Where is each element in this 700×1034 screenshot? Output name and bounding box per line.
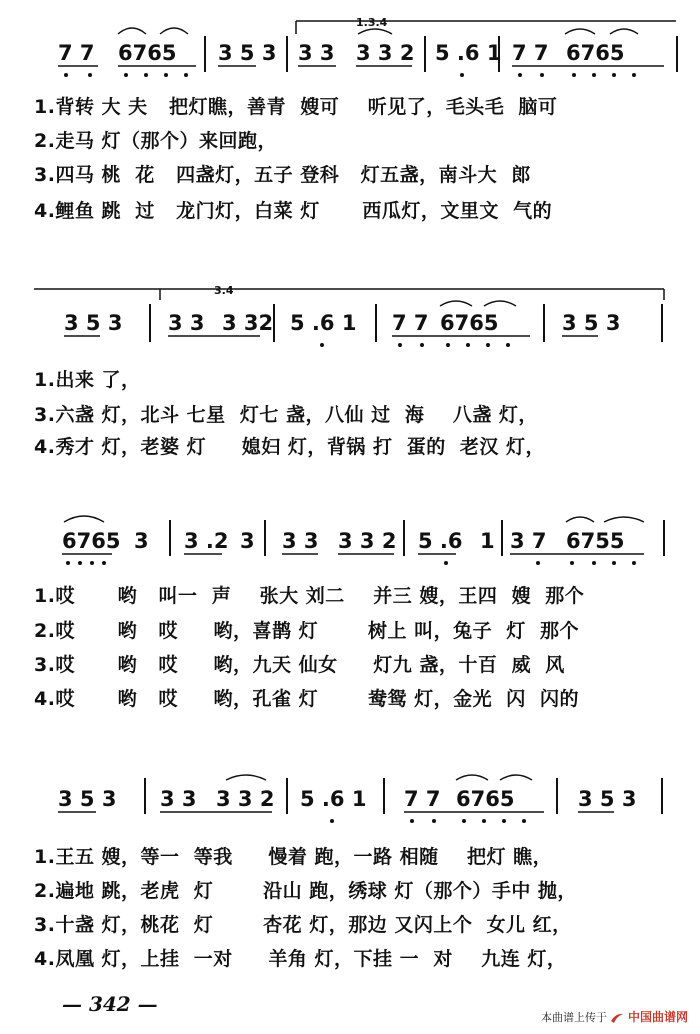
note-group: 3 3 2 (338, 529, 397, 553)
note-group: 3 5 3 (64, 311, 123, 335)
note-group: 3 32 (222, 311, 274, 335)
lyric-line-4: 4.鲤鱼 跳 过 龙门灯，白菜 灯 西瓜灯，文里文 气的 (34, 200, 553, 222)
note-group: 5 .6 (418, 529, 463, 553)
lyric-line-3: 3.六盏 灯，北斗 七星 灯七 盏，八仙 过 海 八盏 灯， (34, 404, 538, 426)
volta-label: 1.3.4 (356, 16, 388, 29)
note-group: 1 (480, 529, 495, 553)
note-group: 6765 (566, 41, 625, 65)
note-group: 3 7 (510, 529, 547, 553)
lyric-line-3: 3.四马 桃 花 四盏灯，五子 登科 灯五盏，南斗大 郎 (34, 164, 531, 186)
lyric-line-2: 2.走马 灯（那个）来回跑， (34, 130, 278, 152)
watermark-footer (541, 1008, 688, 1025)
note-group: 6755 (566, 529, 625, 553)
note-group: 3 3 2 (356, 41, 415, 65)
lyric-line-4: 4.秀才 灯，老婆 灯 媳妇 灯，背锅 打 蛋的 老汉 灯， (34, 436, 546, 458)
note-group: 3 5 3 (578, 787, 637, 811)
lyric-line-4: 4.哎 哟 哎 哟，孔雀 灯 鸯鸳 灯，金光 闪 闪的 (34, 688, 580, 710)
lyric-line-2: 2.哎 哟 哎 哟，喜鹊 灯 树上 叫，兔子 灯 那个 (34, 620, 580, 642)
note-group: 6765 (118, 41, 177, 65)
note-group: 6765 (440, 311, 499, 335)
lyric-line-1: 1.背转 大 夫 把灯瞧，善青 嫂可 听见了，毛头毛 脑可 (34, 96, 558, 118)
note-group: 6765 (456, 787, 515, 811)
note-group: 5 .6 1 (300, 787, 367, 811)
note-group: 3 5 3 (218, 41, 277, 65)
note-group: 3 3 (298, 41, 335, 65)
swoosh-logo-icon (610, 1012, 624, 1024)
page-number: — 342 — (62, 992, 158, 1016)
lyric-line-4: 4.凤凰 灯，上挂 一对 羊角 灯，下挂 一 对 九连 灯， (34, 948, 567, 970)
note-group: 5 .6 1 (290, 311, 357, 335)
note-group: 7 7 (58, 41, 95, 65)
note-group: 7 7 (392, 311, 429, 335)
note-group: 3 (134, 529, 149, 553)
note-group: 3 5 3 (562, 311, 621, 335)
note-group: 3 .2 (184, 529, 229, 553)
lyric-line-1: 1.出来 了， (34, 369, 141, 391)
note-group: 3 3 (168, 311, 205, 335)
footer-brand: 中国曲谱网 (627, 1010, 688, 1024)
lyric-line-2: 2.遍地 跳，老虎 灯 沿山 跑，绣球 灯（那个）手中 抛， (34, 880, 577, 902)
lyric-line-3: 3.十盏 灯，桃花 灯 杏花 灯，那边 又闪上个 女儿 红， (34, 914, 572, 936)
note-group: 3 3 (282, 529, 319, 553)
note-group: 3 3 (160, 787, 197, 811)
note-group: 7 7 (404, 787, 441, 811)
footer-prefix: 本曲谱上传于 (540, 1011, 607, 1024)
lyric-line-1: 1.哎 哟 叫一 声 张大 刘二 并三 嫂，王四 嫂 那个 (34, 585, 585, 607)
volta-label: 3.4 (214, 284, 234, 297)
lyric-line-3: 3.哎 哟 哎 哟，九天 仙女 灯九 盏，十百 威 风 (34, 654, 565, 676)
note-group: 3 3 2 (216, 787, 275, 811)
note-group: 6765 (62, 529, 121, 553)
note-group: 7 7 (512, 41, 549, 65)
note-group: 3 5 3 (58, 787, 117, 811)
lyric-line-1: 1.王五 嫂，等一 等我 慢着 跑，一路 相随 把灯 瞧， (34, 846, 553, 868)
note-group: 3 (240, 529, 255, 553)
note-group: 5 .6 1 (435, 41, 502, 65)
